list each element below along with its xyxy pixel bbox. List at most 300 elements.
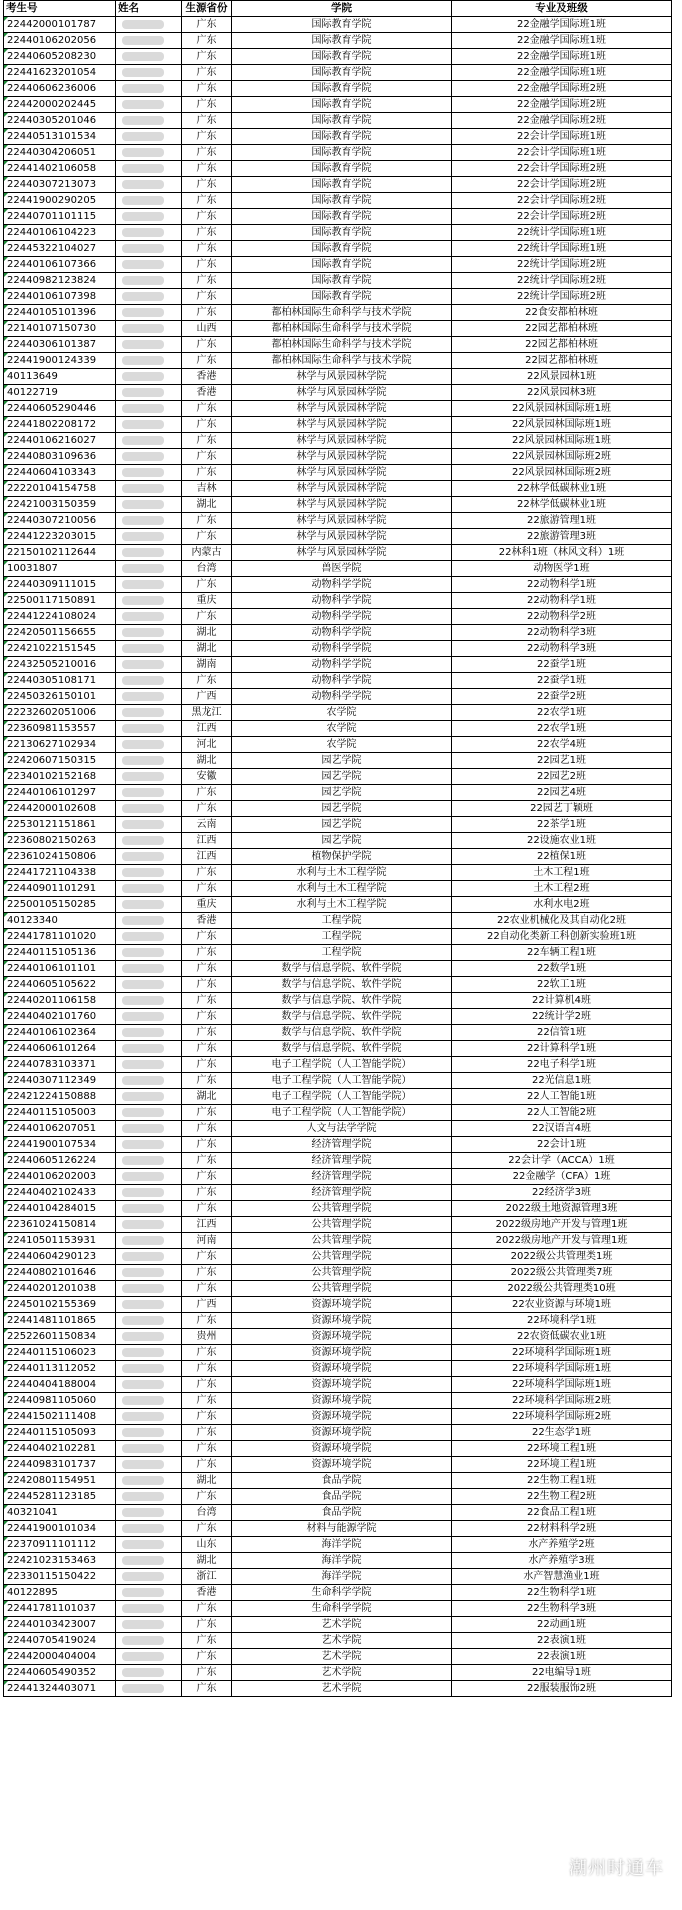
- cell-exam-number: 22440201106158: [4, 993, 116, 1009]
- cell-province: 湖北: [182, 753, 232, 769]
- cell-college: 动物科学学院: [232, 625, 452, 641]
- table-row: [4, 289, 672, 305]
- cell-exam-number: 22441481101865: [4, 1313, 116, 1329]
- cell-college: 数学与信息学院、软件学院: [232, 977, 452, 993]
- cell-college: 都柏林国际生命科学与技术学院: [232, 353, 452, 369]
- cell-name-redacted: [116, 385, 182, 401]
- cell-college: 国际教育学院: [232, 225, 452, 241]
- table-row: [4, 577, 672, 593]
- cell-name-redacted: [116, 897, 182, 913]
- cell-province: 湖北: [182, 497, 232, 513]
- cell-name-redacted: [116, 17, 182, 33]
- cell-major-class: 22蚕学2班: [452, 689, 672, 705]
- redaction-blur: [122, 1428, 164, 1437]
- cell-exam-number: 40123340: [4, 913, 116, 929]
- cell-province: 广东: [182, 1281, 232, 1297]
- watermark: 潮州时通车: [569, 1858, 664, 1879]
- cell-province: 湖北: [182, 641, 232, 657]
- redaction-blur: [122, 436, 164, 445]
- cell-exam-number: 22441802208172: [4, 417, 116, 433]
- table-row: [4, 49, 672, 65]
- cell-province: 广东: [182, 1121, 232, 1137]
- cell-province: 广东: [182, 1377, 232, 1393]
- redaction-blur: [122, 116, 164, 125]
- cell-major-class: 22统计学国际班2班: [452, 289, 672, 305]
- cell-college: 资源环境学院: [232, 1297, 452, 1313]
- redaction-blur: [122, 596, 164, 605]
- cell-college: 林学与风景园林学院: [232, 369, 452, 385]
- cell-major-class: 22金融学（CFA）1班: [452, 1169, 672, 1185]
- cell-province: 广西: [182, 1297, 232, 1313]
- cell-exam-number: 22440115105136: [4, 945, 116, 961]
- cell-college: 水利与土木工程学院: [232, 897, 452, 913]
- cell-name-redacted: [116, 945, 182, 961]
- table-row: [4, 561, 672, 577]
- cell-college: 林学与风景园林学院: [232, 545, 452, 561]
- table-row: [4, 1585, 672, 1601]
- cell-name-redacted: [116, 1521, 182, 1537]
- redaction-blur: [122, 1412, 164, 1421]
- table-row: [4, 769, 672, 785]
- table-row: [4, 1169, 672, 1185]
- cell-exam-number: 22440307213073: [4, 177, 116, 193]
- cell-college: 国际教育学院: [232, 241, 452, 257]
- cell-college: 林学与风景园林学院: [232, 465, 452, 481]
- redaction-blur: [122, 692, 164, 701]
- cell-college: 国际教育学院: [232, 257, 452, 273]
- cell-major-class: 22动物科学3班: [452, 641, 672, 657]
- table-row: [4, 881, 672, 897]
- cell-name-redacted: [116, 449, 182, 465]
- cell-province: 浙江: [182, 1569, 232, 1585]
- cell-province: 广东: [182, 577, 232, 593]
- cell-exam-number: 22360802150263: [4, 833, 116, 849]
- cell-name-redacted: [116, 673, 182, 689]
- cell-college: 电子工程学院（人工智能学院）: [232, 1057, 452, 1073]
- cell-exam-number: 22440983101737: [4, 1457, 116, 1473]
- redaction-blur: [122, 852, 164, 861]
- cell-exam-number: 22440309111015: [4, 577, 116, 593]
- cell-province: 广东: [182, 1441, 232, 1457]
- redaction-blur: [122, 1284, 164, 1293]
- cell-province: 广东: [182, 1265, 232, 1281]
- redaction-blur: [122, 1652, 164, 1661]
- cell-name-redacted: [116, 225, 182, 241]
- redaction-blur: [122, 1076, 164, 1085]
- cell-major-class: 22园艺1班: [452, 753, 672, 769]
- cell-exam-number: 22440513101534: [4, 129, 116, 145]
- cell-major-class: 22计算科学1班: [452, 1041, 672, 1057]
- cell-college: 园艺学院: [232, 801, 452, 817]
- cell-college: 园艺学院: [232, 817, 452, 833]
- redaction-blur: [122, 1348, 164, 1357]
- cell-name-redacted: [116, 1569, 182, 1585]
- cell-name-redacted: [116, 1233, 182, 1249]
- cell-province: 香港: [182, 369, 232, 385]
- table-row: [4, 1281, 672, 1297]
- cell-province: 广东: [182, 97, 232, 113]
- cell-province: 广东: [182, 513, 232, 529]
- table-row: [4, 65, 672, 81]
- cell-college: 国际教育学院: [232, 49, 452, 65]
- cell-exam-number: 22440106202003: [4, 1169, 116, 1185]
- cell-name-redacted: [116, 129, 182, 145]
- cell-province: 江西: [182, 849, 232, 865]
- cell-name-redacted: [116, 161, 182, 177]
- cell-province: 广东: [182, 609, 232, 625]
- cell-province: 广东: [182, 113, 232, 129]
- cell-province: 广东: [182, 945, 232, 961]
- cell-college: 林学与风景园林学院: [232, 449, 452, 465]
- cell-name-redacted: [116, 465, 182, 481]
- cell-exam-number: 22440606101264: [4, 1041, 116, 1057]
- cell-major-class: 22环境工程1班: [452, 1457, 672, 1473]
- cell-major-class: 22会计1班: [452, 1137, 672, 1153]
- cell-exam-number: 22440305201046: [4, 113, 116, 129]
- cell-major-class: 22风景园林1班: [452, 369, 672, 385]
- cell-name-redacted: [116, 193, 182, 209]
- cell-college: 数学与信息学院、软件学院: [232, 1041, 452, 1057]
- redaction-blur: [122, 1028, 164, 1037]
- cell-exam-number: 22130627102934: [4, 737, 116, 753]
- cell-province: 广东: [182, 977, 232, 993]
- redaction-blur: [122, 1444, 164, 1453]
- cell-major-class: 22经济学3班: [452, 1185, 672, 1201]
- cell-college: 国际教育学院: [232, 273, 452, 289]
- cell-name-redacted: [116, 497, 182, 513]
- cell-major-class: 22风景园林3班: [452, 385, 672, 401]
- cell-major-class: 22电编导1班: [452, 1665, 672, 1681]
- cell-province: 广东: [182, 1201, 232, 1217]
- table-row: [4, 177, 672, 193]
- table-row: [4, 1489, 672, 1505]
- cell-name-redacted: [116, 1601, 182, 1617]
- cell-exam-number: 22421022151545: [4, 641, 116, 657]
- table-row: [4, 1329, 672, 1345]
- cell-province: 广东: [182, 129, 232, 145]
- cell-college: 食品学院: [232, 1489, 452, 1505]
- cell-college: 国际教育学院: [232, 81, 452, 97]
- redaction-blur: [122, 68, 164, 77]
- cell-name-redacted: [116, 1617, 182, 1633]
- cell-exam-number: 22440783103371: [4, 1057, 116, 1073]
- cell-name-redacted: [116, 1329, 182, 1345]
- redaction-blur: [122, 228, 164, 237]
- cell-major-class: 22蚕学1班: [452, 673, 672, 689]
- redaction-blur: [122, 548, 164, 557]
- redaction-blur: [122, 1572, 164, 1581]
- cell-college: 国际教育学院: [232, 17, 452, 33]
- cell-major-class: 22风景园林国际班2班: [452, 465, 672, 481]
- cell-name-redacted: [116, 849, 182, 865]
- table-row: [4, 1217, 672, 1233]
- cell-major-class: 22农资低碳农业1班: [452, 1329, 672, 1345]
- table-row: [4, 1249, 672, 1265]
- cell-major-class: 22自动化类新工科创新实验班1班: [452, 929, 672, 945]
- cell-major-class: 22表演1班: [452, 1649, 672, 1665]
- cell-province: 吉林: [182, 481, 232, 497]
- cell-college: 动物科学学院: [232, 593, 452, 609]
- cell-college: 艺术学院: [232, 1665, 452, 1681]
- cell-exam-number: 22440115106023: [4, 1345, 116, 1361]
- cell-college: 公共管理学院: [232, 1201, 452, 1217]
- redaction-blur: [122, 868, 164, 877]
- redaction-blur: [122, 484, 164, 493]
- cell-college: 林学与风景园林学院: [232, 513, 452, 529]
- cell-name-redacted: [116, 1297, 182, 1313]
- table-row: [4, 209, 672, 225]
- table-row: [4, 897, 672, 913]
- redaction-blur: [122, 276, 164, 285]
- cell-college: 艺术学院: [232, 1617, 452, 1633]
- cell-name-redacted: [116, 113, 182, 129]
- table-row: [4, 241, 672, 257]
- cell-major-class: 土木工程1班: [452, 865, 672, 881]
- redaction-blur: [122, 1540, 164, 1549]
- cell-exam-number: 22440104284015: [4, 1201, 116, 1217]
- table-row: [4, 1153, 672, 1169]
- table-row: [4, 657, 672, 673]
- table-row: [4, 609, 672, 625]
- cell-college: 艺术学院: [232, 1633, 452, 1649]
- cell-province: 重庆: [182, 897, 232, 913]
- cell-college: 资源环境学院: [232, 1329, 452, 1345]
- table-row: [4, 993, 672, 1009]
- table-row: [4, 129, 672, 145]
- table-row: [4, 641, 672, 657]
- table-row: [4, 353, 672, 369]
- cell-college: 数学与信息学院、软件学院: [232, 993, 452, 1009]
- cell-province: 山西: [182, 321, 232, 337]
- cell-college: 林学与风景园林学院: [232, 401, 452, 417]
- redaction-blur: [122, 1220, 164, 1229]
- cell-province: 云南: [182, 817, 232, 833]
- redaction-blur: [122, 644, 164, 653]
- cell-college: 公共管理学院: [232, 1217, 452, 1233]
- cell-major-class: 22园艺2班: [452, 769, 672, 785]
- cell-province: 江西: [182, 1217, 232, 1233]
- redaction-blur: [122, 420, 164, 429]
- cell-major-class: 22金融学国际班1班: [452, 33, 672, 49]
- cell-major-class: 22软工1班: [452, 977, 672, 993]
- cell-province: 广东: [182, 417, 232, 433]
- cell-college: 农学院: [232, 705, 452, 721]
- cell-exam-number: 22441224108024: [4, 609, 116, 625]
- table-row: [4, 1265, 672, 1281]
- cell-exam-number: 22420801154951: [4, 1473, 116, 1489]
- cell-name-redacted: [116, 1185, 182, 1201]
- cell-college: 艺术学院: [232, 1649, 452, 1665]
- cell-college: 都柏林国际生命科学与技术学院: [232, 337, 452, 353]
- cell-province: 湖北: [182, 625, 232, 641]
- cell-name-redacted: [116, 1169, 182, 1185]
- cell-exam-number: 22440113112052: [4, 1361, 116, 1377]
- cell-major-class: 22统计学国际班2班: [452, 273, 672, 289]
- table-row: [4, 1201, 672, 1217]
- redaction-blur: [122, 1060, 164, 1069]
- cell-province: 广东: [182, 1425, 232, 1441]
- redaction-blur: [122, 628, 164, 637]
- cell-exam-number: 22442000102608: [4, 801, 116, 817]
- cell-exam-number: 22440402102281: [4, 1441, 116, 1457]
- cell-college: 国际教育学院: [232, 289, 452, 305]
- cell-major-class: 22动画1班: [452, 1617, 672, 1633]
- cell-major-class: 22植保1班: [452, 849, 672, 865]
- table-row: [4, 929, 672, 945]
- cell-major-class: 22表演1班: [452, 1633, 672, 1649]
- cell-exam-number: 22421003150359: [4, 497, 116, 513]
- cell-college: 电子工程学院（人工智能学院）: [232, 1105, 452, 1121]
- redaction-blur: [122, 1460, 164, 1469]
- table-row: [4, 529, 672, 545]
- cell-college: 水利与土木工程学院: [232, 881, 452, 897]
- table-row: [4, 433, 672, 449]
- cell-province: 河北: [182, 737, 232, 753]
- cell-major-class: 22动物科学1班: [452, 593, 672, 609]
- cell-major-class: 动物医学1班: [452, 561, 672, 577]
- table-row: [4, 385, 672, 401]
- cell-college: 资源环境学院: [232, 1313, 452, 1329]
- cell-name-redacted: [116, 1313, 182, 1329]
- table-row: [4, 1137, 672, 1153]
- redaction-blur: [122, 244, 164, 253]
- cell-major-class: 22金融学国际班1班: [452, 17, 672, 33]
- cell-college: 园艺学院: [232, 785, 452, 801]
- cell-name-redacted: [116, 1281, 182, 1297]
- table-row: [4, 97, 672, 113]
- cell-college: 海洋学院: [232, 1553, 452, 1569]
- redaction-blur: [122, 1508, 164, 1517]
- cell-major-class: 22林科1班（林风文科）1班: [452, 545, 672, 561]
- cell-major-class: 22农学1班: [452, 721, 672, 737]
- table-row: [4, 865, 672, 881]
- cell-college: 园艺学院: [232, 753, 452, 769]
- cell-major-class: 22金融学国际班2班: [452, 113, 672, 129]
- cell-college: 林学与风景园林学院: [232, 433, 452, 449]
- cell-name-redacted: [116, 337, 182, 353]
- cell-province: 湖北: [182, 1473, 232, 1489]
- redaction-blur: [122, 388, 164, 397]
- redaction-blur: [122, 1332, 164, 1341]
- cell-major-class: 22农学1班: [452, 705, 672, 721]
- admission-list-table: [3, 0, 672, 1697]
- cell-college: 国际教育学院: [232, 113, 452, 129]
- cell-name-redacted: [116, 321, 182, 337]
- cell-college: 食品学院: [232, 1473, 452, 1489]
- cell-college: 水利与土木工程学院: [232, 865, 452, 881]
- cell-province: 广东: [182, 1633, 232, 1649]
- cell-exam-number: 10031807: [4, 561, 116, 577]
- cell-province: 江西: [182, 833, 232, 849]
- cell-major-class: 22会计学国际班2班: [452, 193, 672, 209]
- cell-major-class: 22林学低碳林业1班: [452, 497, 672, 513]
- cell-major-class: 22生物科学1班: [452, 1585, 672, 1601]
- cell-major-class: 22电子科学1班: [452, 1057, 672, 1073]
- cell-name-redacted: [116, 33, 182, 49]
- cell-college: 资源环境学院: [232, 1425, 452, 1441]
- cell-exam-number: 22440605490352: [4, 1665, 116, 1681]
- cell-exam-number: 22441623201054: [4, 65, 116, 81]
- redaction-blur: [122, 740, 164, 749]
- cell-exam-number: 22500117150891: [4, 593, 116, 609]
- cell-province: 广东: [182, 1025, 232, 1041]
- cell-province: 广东: [182, 1313, 232, 1329]
- cell-name-redacted: [116, 257, 182, 273]
- cell-province: 河南: [182, 1233, 232, 1249]
- cell-college: 国际教育学院: [232, 193, 452, 209]
- cell-province: 台湾: [182, 1505, 232, 1521]
- cell-name-redacted: [116, 97, 182, 113]
- cell-college: 公共管理学院: [232, 1265, 452, 1281]
- redaction-blur: [122, 756, 164, 765]
- table-row: [4, 1457, 672, 1473]
- redaction-blur: [122, 1300, 164, 1309]
- cell-major-class: 22园艺丁颖班: [452, 801, 672, 817]
- table-row: [4, 1393, 672, 1409]
- cell-name-redacted: [116, 65, 182, 81]
- cell-major-class: 22人工智能2班: [452, 1105, 672, 1121]
- cell-major-class: 22统计学国际班2班: [452, 257, 672, 273]
- cell-name-redacted: [116, 417, 182, 433]
- cell-exam-number: 22440307210056: [4, 513, 116, 529]
- cell-major-class: 22园艺都柏林班: [452, 337, 672, 353]
- cell-province: 广东: [182, 65, 232, 81]
- redaction-blur: [122, 612, 164, 621]
- cell-exam-number: 22440106101297: [4, 785, 116, 801]
- cell-exam-number: 22442000404004: [4, 1649, 116, 1665]
- cell-exam-number: 22440106101101: [4, 961, 116, 977]
- redaction-blur: [122, 1268, 164, 1277]
- cell-province: 广东: [182, 289, 232, 305]
- cell-exam-number: 22441223203015: [4, 529, 116, 545]
- cell-exam-number: 22440606236006: [4, 81, 116, 97]
- redaction-blur: [122, 468, 164, 477]
- cell-exam-number: 22440404188004: [4, 1377, 116, 1393]
- cell-province: 广东: [182, 1137, 232, 1153]
- cell-college: 海洋学院: [232, 1569, 452, 1585]
- cell-province: 广东: [182, 465, 232, 481]
- table-row: [4, 1441, 672, 1457]
- cell-province: 广东: [182, 193, 232, 209]
- cell-name-redacted: [116, 625, 182, 641]
- cell-exam-number: 22440201201038: [4, 1281, 116, 1297]
- cell-exam-number: 22440802101646: [4, 1265, 116, 1281]
- cell-major-class: 2022级公共管理类7班: [452, 1265, 672, 1281]
- redaction-blur: [122, 196, 164, 205]
- cell-exam-number: 22440106102364: [4, 1025, 116, 1041]
- redaction-blur: [122, 1044, 164, 1053]
- cell-province: 广东: [182, 993, 232, 1009]
- cell-exam-number: 40122719: [4, 385, 116, 401]
- cell-major-class: 22统计学国际班1班: [452, 225, 672, 241]
- cell-major-class: 22材料科学2班: [452, 1521, 672, 1537]
- cell-province: 广东: [182, 1409, 232, 1425]
- cell-major-class: 22设施农业1班: [452, 833, 672, 849]
- cell-name-redacted: [116, 577, 182, 593]
- table-row: [4, 1473, 672, 1489]
- cell-major-class: 22会计学国际班2班: [452, 209, 672, 225]
- table-row: [4, 1185, 672, 1201]
- cell-province: 广东: [182, 145, 232, 161]
- cell-name-redacted: [116, 1153, 182, 1169]
- cell-major-class: 22光信息1班: [452, 1073, 672, 1089]
- cell-exam-number: 22442000101787: [4, 17, 116, 33]
- cell-province: 广东: [182, 1649, 232, 1665]
- table-row: [4, 817, 672, 833]
- cell-college: 动物科学学院: [232, 577, 452, 593]
- cell-province: 广东: [182, 1057, 232, 1073]
- cell-province: 广东: [182, 49, 232, 65]
